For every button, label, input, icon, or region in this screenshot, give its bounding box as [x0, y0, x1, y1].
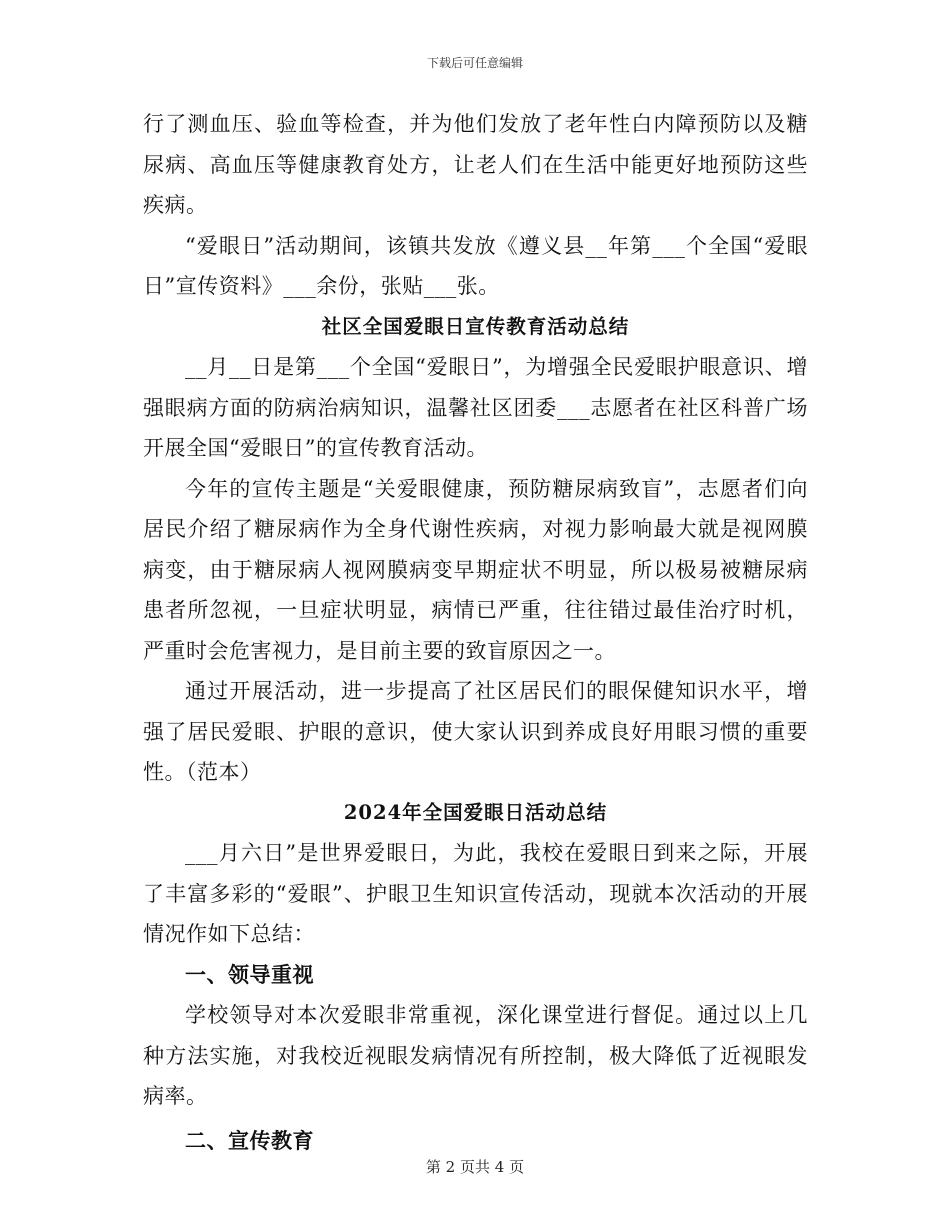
document-body — [143, 104, 808, 1161]
heading-leadership: 一、领导重视 — [185, 961, 314, 987]
paragraph-4: 今年的宣传主题是“关爱眼健康，预防糖尿病致盲”，志愿者们向居民介绍了糖尿病作为全身代谢性疾病，对视力影响最大就是视网膜病变，由于糖尿病人视网膜病变早期症状不明显，所以极易被糖尿病患者所忽视，一旦症状明显，病情已严重，往往错过最佳治疗时机，严重时会危害视力，是目前主要的致盲原因之一。 — [143, 476, 808, 663]
page-footer: 第 2 页共 4 页 — [425, 1158, 525, 1176]
page-header: 下载后可任意编辑 — [426, 56, 523, 70]
heading-publicity: 二、宣传教育 — [185, 1127, 314, 1153]
section-title-community: 社区全国爱眼日宣传教育活动总结 — [321, 314, 630, 338]
paragraph-3: __月__日是第___个全国“爱眼日”，为增强全民爱眼护眼意识、增强眼病方面的防病治病知识，温馨社区团委___志愿者在社区科普广场开展全国“爱眼日”的宣传教育活动。 — [143, 355, 808, 460]
paragraph-6: ___月六日”是世界爱眼日，为此，我校在爱眼日到来之际，开展了丰富多彩的“爱眼”、护眼卫生知识宣传活动，现就本次活动的开展情况作如下总结： — [143, 841, 808, 946]
paragraph-1: 行了测血压、验血等检查，并为他们发放了老年性白内障预防以及糖尿病、高血压等健康教育处方，让老人们在生活中能更好地预防这些疾病。 — [143, 112, 808, 217]
paragraph-7: 学校领导对本次爱眼非常重视，深化课堂进行督促。通过以上几种方法实施，对我校近视眼发病情况有所控制，极大降低了近视眼发病率。 — [143, 1003, 808, 1108]
section-title-2024: 2024年全国爱眼日活动总结 — [343, 800, 608, 824]
paragraph-5: 通过开展活动，进一步提高了社区居民们的眼保健知识水平，增强了居民爱眼、护眼的意识，使大家认识到养成良好用眼习惯的重要性。（范本） — [143, 679, 808, 784]
paragraph-2: “爱眼日”活动期间，该镇共发放《遵义县__年第___个全国“爱眼日”宣传资料》___余份，张贴___张。 — [143, 233, 808, 298]
